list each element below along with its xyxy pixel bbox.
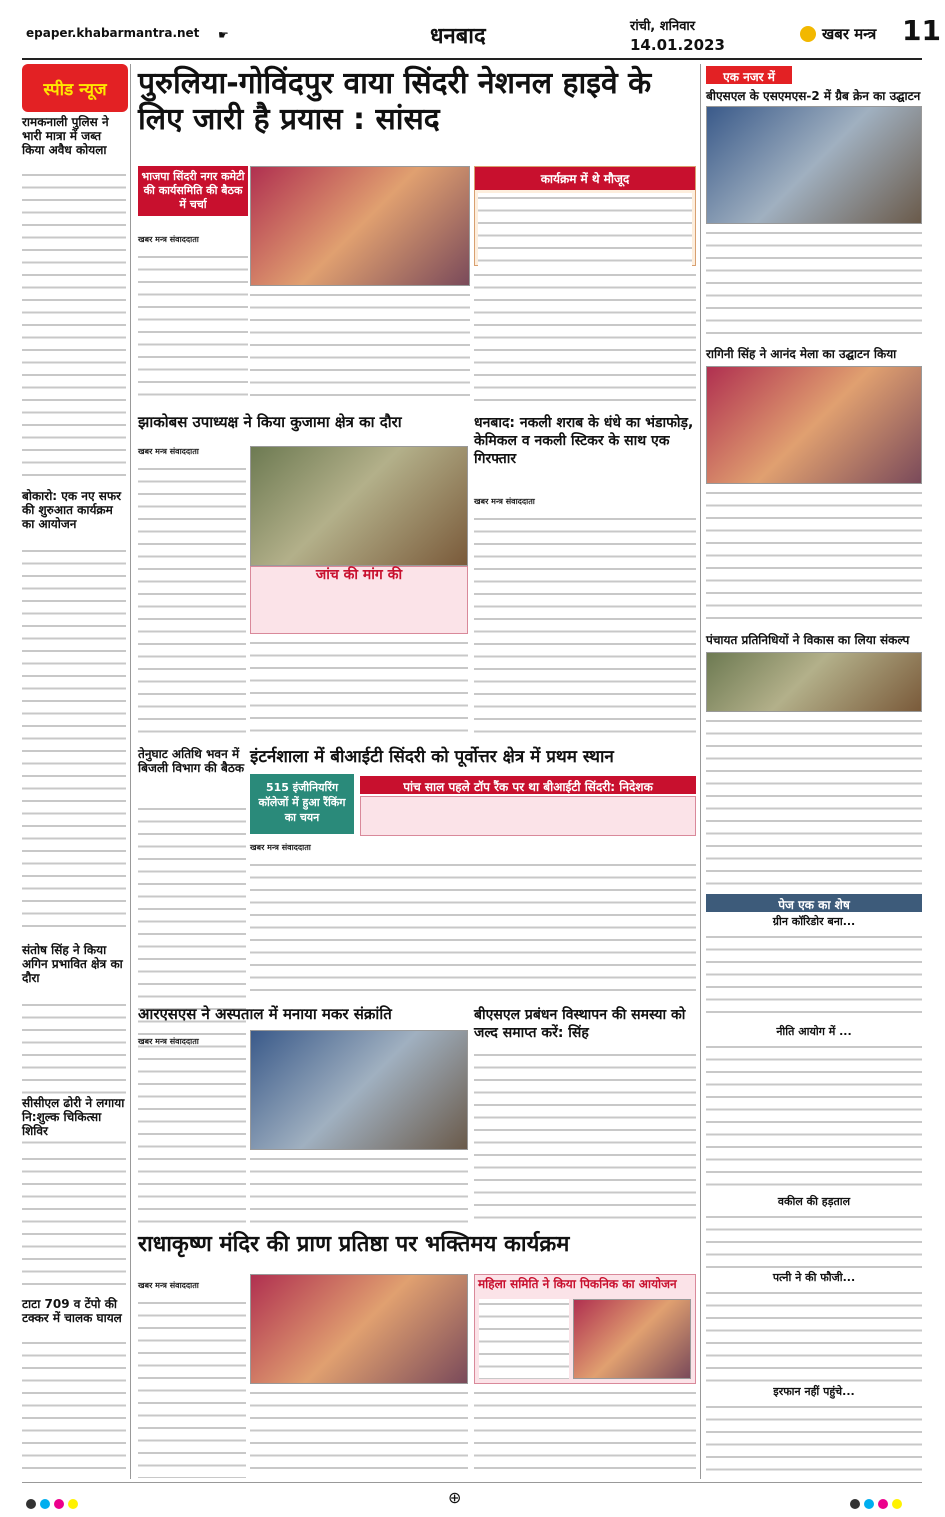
byline: खबर मन्त्र संवाददाता: [138, 1037, 199, 1046]
rss-body: [250, 1154, 468, 1224]
lead-headline: पुरुलिया-गोविंदपुर वाया सिंदरी नेशनल हाइवे के लिए जारी है प्रयास : सांसद: [138, 66, 652, 137]
speed-item-headline: सीसीएल ढोरी ने लगाया नि:शुल्क चिकित्सा शिविर: [22, 1096, 125, 1138]
column-divider: [700, 64, 701, 1479]
jhako-headline: झाकोबस उपाध्यक्ष ने किया कुजामा क्षेत्र का दौरा: [138, 413, 402, 431]
brand-name: खबर मन्त्र: [822, 25, 877, 43]
lead-body: [138, 252, 248, 402]
ragini-headline: रागिनी सिंह ने आनंद मेला का उद्घाटन किया: [706, 347, 897, 361]
green-corridor-body: [706, 932, 922, 1022]
footer-rule: [22, 1482, 922, 1483]
lead-kicker: भाजपा सिंदरी नगर कमेटी की कार्यसमिति की बैठक में चर्चा: [138, 166, 248, 216]
patni-title: पत्नी ने की फौजी...: [772, 1271, 856, 1284]
bsl-crane-photo: [706, 106, 922, 224]
rss-body: [138, 1054, 246, 1224]
picnic-box: [474, 1274, 696, 1384]
rss-headline: आरएसएस ने अस्पताल में मनाया मकर संक्रांति: [138, 1005, 392, 1023]
bit-subheadline: पांच साल पहले टॉप रैंक पर था बीआईटी सिंदरी: निदेशक: [360, 776, 696, 794]
niti-aayog-title: नीति आयोग में ...: [776, 1025, 852, 1038]
registration-marks: [850, 1494, 906, 1513]
radha-headline: राधाकृष्ण मंदिर की प्राण प्रतिष्ठा पर भक्तिमय कार्यक्रम: [138, 1232, 570, 1257]
ek-nazar-badge: एक नजर में: [706, 66, 792, 84]
page-header: [0, 0, 945, 62]
attendees-title: कार्यक्रम में थे मौजूद: [475, 167, 695, 190]
bsl-body: [474, 1050, 696, 1224]
rss-photo: [250, 1030, 468, 1150]
site-url[interactable]: epaper.khabarmantra.net: [26, 26, 200, 40]
registration-marks: [26, 1494, 82, 1513]
bit-body: [250, 860, 696, 996]
speed-news-logo: स्पीड न्यूज: [22, 64, 128, 112]
irfan-title: इरफान नहीं पहुंचे...: [773, 1385, 855, 1398]
irfan-body: [706, 1402, 922, 1478]
bit-headline: इंटर्नशाला में बीआईटी सिंदरी को पूर्वोत्तर क्षेत्र में प्रथम स्थान: [250, 747, 614, 767]
bit-box: 515 इंजीनियरिंग कॉलेजों में हुआ रैंकिंग का चयन: [250, 774, 354, 834]
patni-body: [706, 1288, 922, 1382]
speed-item-body: [22, 1338, 126, 1478]
speed-item-headline: संतोष सिंह ने किया अगिन प्रभावित क्षेत्र का दौरा: [22, 943, 123, 985]
page-number: 11: [902, 14, 941, 47]
radha-photo: [250, 1274, 468, 1384]
jhako-caption-box: [250, 566, 468, 634]
page-ek-ka-shesh-banner: पेज एक का शेष: [706, 894, 922, 912]
jhako-body: [250, 638, 468, 740]
byline: खबर मन्त्र संवाददाता: [474, 497, 535, 506]
byline: खबर मन्त्र संवाददाता: [138, 235, 199, 244]
lead-photo: [250, 166, 470, 286]
panchayat-body: [706, 716, 922, 886]
bit-quote: [360, 796, 696, 836]
byline: खबर मन्त्र संवाददाता: [250, 843, 311, 852]
niti-aayog-body: [706, 1042, 922, 1192]
picnic-body: [474, 1388, 696, 1478]
speed-item-body: [22, 546, 126, 936]
edition-place-day: रांची, शनिवार: [630, 19, 696, 34]
wakeel-body: [706, 1212, 922, 1268]
bsl-crane-body: [706, 228, 922, 342]
byline: खबर मन्त्र संवाददाता: [138, 447, 199, 456]
radha-body: [138, 1298, 246, 1478]
edition-date: 14.01.2023: [630, 36, 725, 54]
edition-city: धनबाद: [430, 24, 486, 49]
crosshair-icon: ⊕: [448, 1488, 462, 1507]
speed-item-headline: टाटा 709 व टेंपो की टक्कर में चालक घायल: [22, 1297, 122, 1325]
jhako-photo: [250, 446, 468, 566]
speed-item-body: [22, 1154, 126, 1294]
ragini-body: [706, 488, 922, 628]
liquor-body: [474, 514, 696, 740]
panchayat-headline: पंचायत प्रतिनिधियों ने विकास का लिया संकल्प: [706, 633, 910, 647]
wakeel-title: वकील की हड़ताल: [777, 1195, 851, 1208]
cursor-icon: ☛: [218, 28, 229, 42]
attendees-list: [478, 193, 692, 269]
jhako-body: [138, 464, 246, 740]
picnic-body: [479, 1299, 569, 1379]
panchayat-photo: [706, 652, 922, 712]
brand-logo-icon: [800, 26, 816, 42]
green-corridor-title: ग्रीन कॉरिडोर बना...: [772, 915, 856, 928]
column-divider: [130, 64, 131, 1479]
radha-body: [250, 1388, 468, 1478]
speed-item-headline: रामकनाली पुलिस ने भारी मात्रा में जब्त किया अवैध कोयला: [22, 115, 109, 157]
header-rule: [22, 58, 922, 60]
byline: खबर मन्त्र संवाददाता: [138, 1281, 199, 1290]
lead-attendees-box: [474, 166, 696, 266]
tenughat-headline: तेनुघाट अतिथि भवन में बिजली विभाग की बैठक: [138, 747, 245, 775]
ragini-photo: [706, 366, 922, 484]
picnic-title: महिला समिति ने किया पिकनिक का आयोजन: [478, 1277, 677, 1291]
lead-body: [250, 290, 470, 402]
speed-item-headline: बोकारो: एक नए सफर की शुरुआत कार्यक्रम का आयोजन: [22, 489, 122, 531]
bsl-headline: बीएसएल प्रबंधन विस्थापन की समस्या को जल्द समाप्त करें: सिंह: [474, 1007, 686, 1041]
speed-item-body: [22, 170, 126, 482]
jhako-caption: जांच की मांग की: [315, 567, 403, 583]
picnic-photo: [573, 1299, 691, 1379]
liquor-headline: धनबाद: नकली शराब के धंधे का भंडाफोड़, केमिकल व नकली स्टिकर के साथ एक गिरफ्तार: [474, 415, 694, 467]
lead-body: [474, 270, 696, 402]
bsl-crane-headline: बीएसएल के एसएमएस-2 में ग्रैब क्रेन का उद्घाटन: [706, 89, 921, 103]
